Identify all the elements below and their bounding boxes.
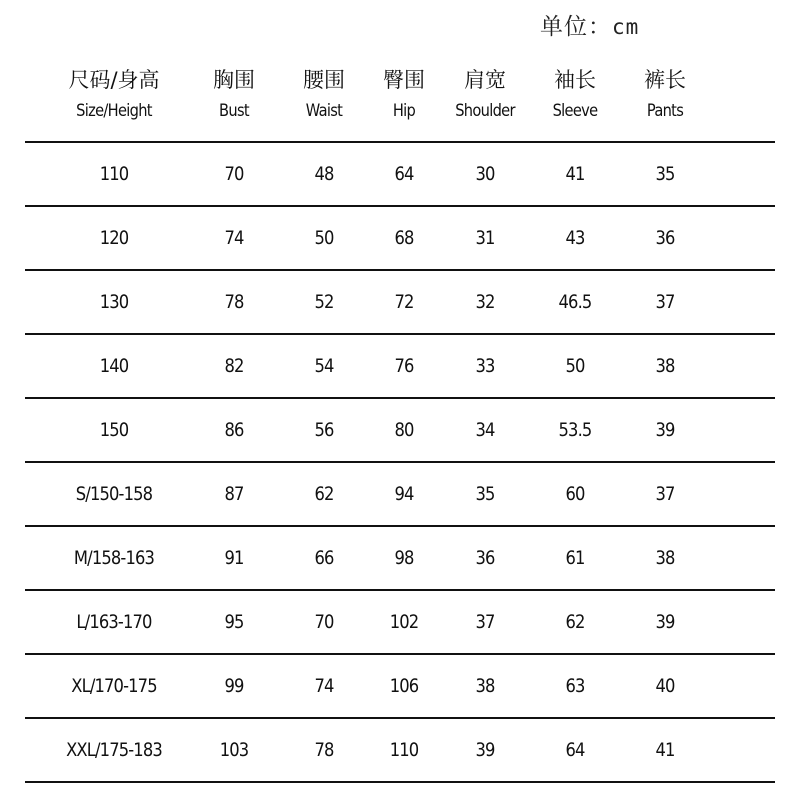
cell-size-height: L/163-170 bbox=[76, 611, 152, 633]
header-size-height-zh: 尺码/身高 bbox=[68, 68, 160, 92]
header-hip bbox=[383, 64, 425, 126]
cell-hip: 80 bbox=[394, 419, 414, 441]
header-shoulder bbox=[450, 64, 519, 126]
cell-size-height: S/150-158 bbox=[75, 483, 153, 505]
header-shoulder-en: Shoulder bbox=[455, 101, 515, 121]
cell-bust: 103 bbox=[219, 739, 249, 761]
header-pants-zh: 裤长 bbox=[643, 68, 686, 92]
cell-waist: 48 bbox=[314, 163, 334, 185]
header-waist-zh: 腰围 bbox=[302, 68, 345, 92]
cell-hip: 64 bbox=[394, 163, 414, 185]
cell-size-height: M/158-163 bbox=[73, 547, 155, 569]
table-header bbox=[0, 64, 800, 134]
table-row bbox=[25, 143, 775, 205]
cell-waist: 66 bbox=[314, 547, 334, 569]
cell-hip: 98 bbox=[394, 547, 414, 569]
cell-sleeve: 53.5 bbox=[558, 419, 592, 441]
table-row bbox=[25, 207, 775, 269]
header-bust bbox=[213, 64, 255, 126]
unit-value: cm bbox=[612, 15, 640, 39]
header-pants-en: Pants bbox=[646, 101, 684, 121]
cell-shoulder: 37 bbox=[475, 611, 495, 633]
table-row bbox=[25, 527, 775, 589]
header-size-height bbox=[68, 64, 159, 126]
cell-sleeve: 62 bbox=[565, 611, 585, 633]
table-row bbox=[25, 399, 775, 461]
header-sleeve bbox=[549, 64, 601, 126]
cell-bust: 99 bbox=[224, 675, 244, 697]
cell-shoulder: 30 bbox=[475, 163, 495, 185]
cell-pants: 35 bbox=[655, 163, 675, 185]
header-waist-en: Waist bbox=[305, 101, 343, 121]
cell-bust: 91 bbox=[224, 547, 244, 569]
cell-shoulder: 34 bbox=[475, 419, 495, 441]
cell-waist: 56 bbox=[314, 419, 334, 441]
cell-bust: 74 bbox=[224, 227, 244, 249]
cell-size-height: XXL/175-183 bbox=[66, 739, 162, 761]
cell-size-height: 150 bbox=[99, 419, 129, 441]
table-row bbox=[25, 719, 775, 781]
header-waist bbox=[303, 64, 345, 126]
cell-shoulder: 32 bbox=[475, 291, 495, 313]
table-row bbox=[25, 591, 775, 653]
cell-pants: 41 bbox=[655, 739, 675, 761]
unit-label-text: 单位： bbox=[540, 14, 612, 40]
cell-shoulder: 39 bbox=[475, 739, 495, 761]
cell-shoulder: 31 bbox=[475, 227, 495, 249]
table-row bbox=[25, 655, 775, 717]
cell-sleeve: 43 bbox=[565, 227, 585, 249]
cell-hip: 94 bbox=[394, 483, 414, 505]
cell-bust: 95 bbox=[224, 611, 244, 633]
unit-label bbox=[540, 8, 639, 41]
cell-pants: 39 bbox=[655, 419, 675, 441]
cell-sleeve: 50 bbox=[565, 355, 585, 377]
cell-sleeve: 60 bbox=[565, 483, 585, 505]
cell-waist: 74 bbox=[314, 675, 334, 697]
cell-bust: 82 bbox=[224, 355, 244, 377]
header-shoulder-zh: 肩宽 bbox=[464, 68, 506, 92]
cell-sleeve: 46.5 bbox=[558, 291, 592, 313]
header-hip-en: Hip bbox=[392, 101, 416, 121]
cell-waist: 70 bbox=[314, 611, 334, 633]
cell-hip: 76 bbox=[394, 355, 414, 377]
cell-waist: 62 bbox=[314, 483, 334, 505]
cell-shoulder: 38 bbox=[475, 675, 495, 697]
cell-size-height: 140 bbox=[99, 355, 129, 377]
cell-pants: 37 bbox=[655, 483, 675, 505]
cell-bust: 87 bbox=[224, 483, 244, 505]
cell-pants: 40 bbox=[655, 675, 675, 697]
cell-bust: 78 bbox=[224, 291, 244, 313]
cell-hip: 72 bbox=[394, 291, 414, 313]
header-bust-en: Bust bbox=[219, 101, 249, 121]
cell-pants: 39 bbox=[655, 611, 675, 633]
cell-shoulder: 35 bbox=[475, 483, 495, 505]
header-sleeve-en: Sleeve bbox=[552, 101, 598, 121]
cell-size-height: 120 bbox=[99, 227, 129, 249]
cell-bust: 70 bbox=[224, 163, 244, 185]
cell-sleeve: 63 bbox=[565, 675, 585, 697]
cell-shoulder: 33 bbox=[475, 355, 495, 377]
header-sleeve-zh: 袖长 bbox=[554, 68, 596, 92]
row-divider bbox=[25, 781, 775, 783]
cell-waist: 52 bbox=[314, 291, 334, 313]
cell-size-height: 110 bbox=[99, 163, 129, 185]
cell-sleeve: 61 bbox=[565, 547, 585, 569]
table-row bbox=[25, 271, 775, 333]
cell-hip: 102 bbox=[389, 611, 419, 633]
cell-size-height: 130 bbox=[99, 291, 129, 313]
table-row bbox=[25, 463, 775, 525]
cell-pants: 37 bbox=[655, 291, 675, 313]
cell-sleeve: 41 bbox=[565, 163, 585, 185]
cell-hip: 68 bbox=[394, 227, 414, 249]
cell-sleeve: 64 bbox=[565, 739, 585, 761]
header-bust-zh: 胸围 bbox=[213, 68, 255, 92]
cell-waist: 54 bbox=[314, 355, 334, 377]
cell-hip: 110 bbox=[389, 739, 419, 761]
header-hip-zh: 臀围 bbox=[383, 68, 425, 92]
cell-pants: 38 bbox=[655, 355, 675, 377]
cell-bust: 86 bbox=[224, 419, 244, 441]
cell-waist: 78 bbox=[314, 739, 334, 761]
cell-pants: 36 bbox=[655, 227, 675, 249]
header-size-height-en: Size/Height bbox=[76, 101, 152, 121]
cell-hip: 106 bbox=[389, 675, 419, 697]
cell-shoulder: 36 bbox=[475, 547, 495, 569]
cell-size-height: XL/170-175 bbox=[71, 675, 157, 697]
cell-waist: 50 bbox=[314, 227, 334, 249]
header-pants bbox=[644, 64, 686, 126]
size-table-body bbox=[25, 141, 775, 783]
table-row bbox=[25, 335, 775, 397]
cell-pants: 38 bbox=[655, 547, 675, 569]
